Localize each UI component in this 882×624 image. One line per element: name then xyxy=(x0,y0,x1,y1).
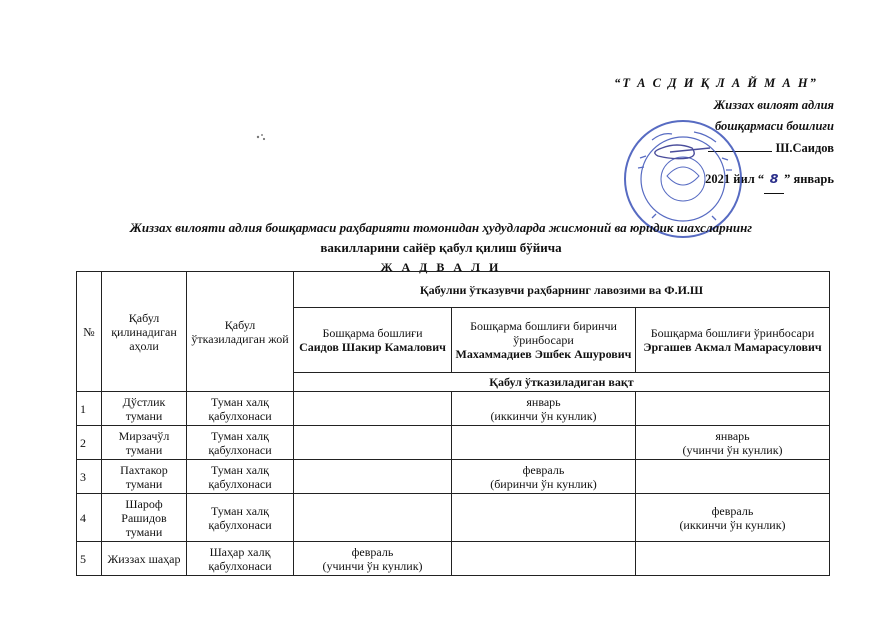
official-position: Бошқарма бошлиғи биринчи ўринбосари xyxy=(470,319,617,347)
row-district: Дўстлик тумани xyxy=(102,392,187,426)
approval-date: 2021 йил “ 8 ” январь xyxy=(598,165,834,194)
row-place: Шаҳар халқ қабулхонаси xyxy=(187,542,294,576)
row-time-official-2 xyxy=(452,494,636,542)
header-official-2 xyxy=(452,308,636,373)
table-row xyxy=(77,392,830,426)
header-place: Қабул ўтказиладиган жой xyxy=(187,272,294,392)
title-line-1: Жиззах вилояти адлия бошқармаси раҳбарияти томонидан ҳудудларда жисмоний ва юридик шахсларнинг xyxy=(129,220,753,235)
official-name: Махаммадиев Эшбек Ашурович xyxy=(455,347,632,361)
approval-line-2: бошқармаси бошлиғи xyxy=(714,119,834,133)
table-row xyxy=(77,460,830,494)
header-official-1 xyxy=(294,308,452,373)
row-number: 2 xyxy=(77,426,102,460)
row-time-official-2 xyxy=(452,426,636,460)
row-place: Туман халқ қабулхонаси xyxy=(187,460,294,494)
row-time-official-1 xyxy=(294,494,452,542)
approval-signer: Ш.Саидов xyxy=(775,141,834,155)
row-time-official-1 xyxy=(294,426,452,460)
official-name: Эргашев Акмал Мамарасулович xyxy=(643,340,822,354)
table-row xyxy=(77,542,830,576)
row-number: 4 xyxy=(77,494,102,542)
approval-date-day: 8 xyxy=(764,165,784,194)
title-line-2: вакилларини сайёр қабул қилиш бўйича xyxy=(320,240,562,255)
official-name: Саидов Шакир Камалович xyxy=(299,340,446,354)
row-time-official-2: февраль (биринчи ўн кунлик) xyxy=(452,460,636,494)
row-time-official-1 xyxy=(294,460,452,494)
row-time-official-1: февраль (учинчи ўн кунлик) xyxy=(294,542,452,576)
header-time-group: Қабул ўтказиладиган вақт xyxy=(294,373,830,392)
row-time-official-3: февраль (иккинчи ўн кунлик) xyxy=(636,494,830,542)
row-district: Мирзачўл тумани xyxy=(102,426,187,460)
row-place: Туман халқ қабулхонаси xyxy=(187,392,294,426)
header-officials-group: Қабулни ўтказувчи раҳбарнинг лавозими ва Ф.И.Ш xyxy=(294,272,830,308)
row-number: 1 xyxy=(77,392,102,426)
row-time-official-3 xyxy=(636,542,830,576)
row-time-official-3 xyxy=(636,460,830,494)
row-place: Туман халқ қабулхонаси xyxy=(187,494,294,542)
row-district: Шароф Рашидов тумани xyxy=(102,494,187,542)
approval-date-month: январь xyxy=(793,172,834,186)
approval-heading: “Т А С Д И Қ Л А Й М А Н” xyxy=(614,76,818,90)
row-district: Жиззах шаҳар xyxy=(102,542,187,576)
official-position: Бошқарма бошлиғи ўринбосари xyxy=(650,326,815,340)
row-number: 5 xyxy=(77,542,102,576)
row-time-official-1 xyxy=(294,392,452,426)
official-position: Бошқарма бошлиғи xyxy=(322,326,423,340)
table-row xyxy=(77,494,830,542)
row-number: 3 xyxy=(77,460,102,494)
table-row xyxy=(77,426,830,460)
header-people: Қабул қилинадиган аҳоли xyxy=(102,272,187,392)
document-title xyxy=(60,218,822,276)
row-time-official-3: январь (учинчи ўн кунлик) xyxy=(636,426,830,460)
header-number: № xyxy=(77,272,102,392)
approval-date-prefix: 2021 йил xyxy=(705,172,755,186)
header-official-3 xyxy=(636,308,830,373)
title-line-3: Ж А Д В А Л И xyxy=(380,260,502,274)
row-time-official-2: январь (иккинчи ўн кунлик) xyxy=(452,392,636,426)
scan-smudge xyxy=(254,132,268,142)
row-place: Туман халқ қабулхонаси xyxy=(187,426,294,460)
row-time-official-2 xyxy=(452,542,636,576)
row-district: Пахтакор тумани xyxy=(102,460,187,494)
row-time-official-3 xyxy=(636,392,830,426)
schedule-table xyxy=(76,271,830,576)
approval-line-1: Жиззах вилоят адлия xyxy=(713,98,834,112)
